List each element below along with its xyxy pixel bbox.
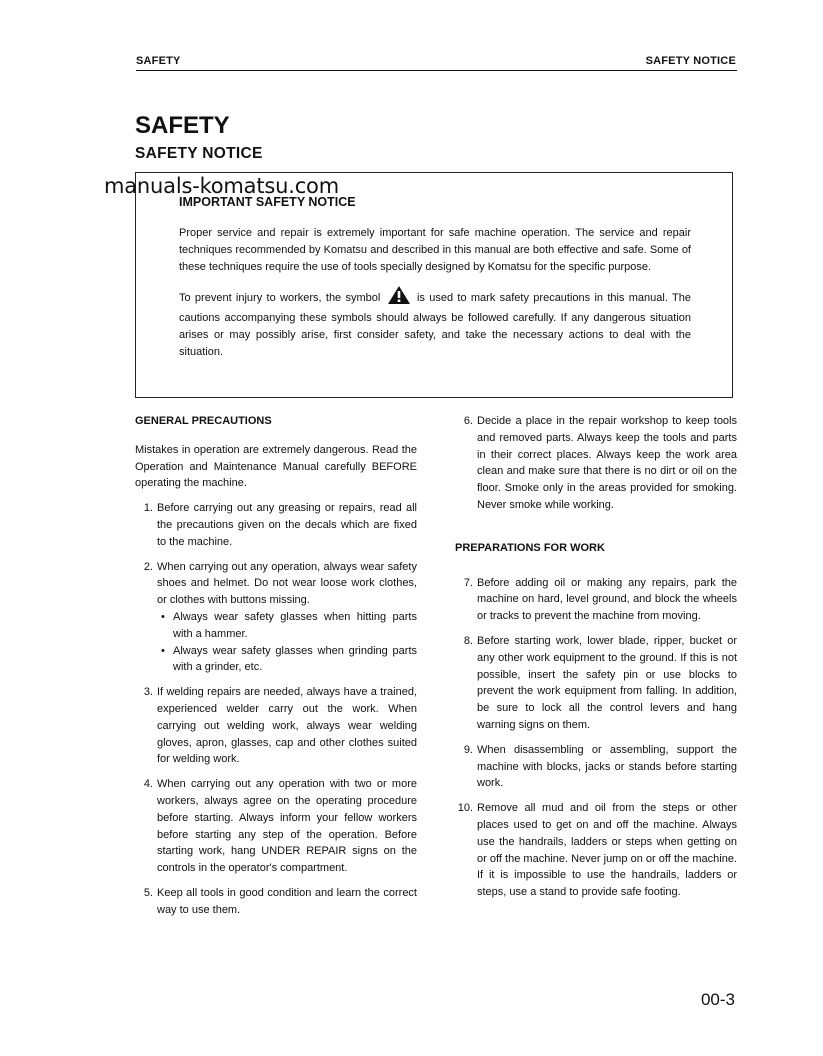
important-safety-notice-box [135,172,733,398]
bullet-dot-icon: • [161,644,165,657]
list-item-number: 6. [463,415,473,427]
left-column [135,413,417,919]
list-item [135,776,417,877]
notice-paragraph-1: Proper service and repair is extremely important for safe machine operation. The service and repair techniques recommended by Komatsu and described in this manual are both effective and safe. Some of these techniques require the use of tools specially designed by Komatsu for the specific purpose. [179,227,691,273]
list-item [455,742,737,792]
notice-body [179,225,691,371]
header-rule [136,70,737,71]
list-item-text: If welding repairs are needed, always have a trained, experienced welder carry out the work. When carrying out welding work, always wear welding gloves, apron, glasses, cap and other clothes suited for welding work. [157,686,417,766]
list-item-text: Before starting work, lower blade, ripper, bucket or any other work equipment to the ground. If this is not possible, insert the safety pin or use blocks to prevent the work equipment from falling. In addition, be sure to lock all the control levers and hang warning signs on them. [477,634,737,731]
notice-title: IMPORTANT SAFETY NOTICE [179,195,356,209]
notice-paragraph-2 [179,286,691,361]
list-item-number: 9. [463,743,473,756]
general-precautions-heading: GENERAL PRECAUTIONS [135,415,272,427]
list-item [135,885,417,919]
list-item [455,575,737,625]
list-item-number: 10. [457,802,473,815]
general-precautions-intro: Mistakes in operation are extremely dangerous. Read the Operation and Maintenance Manual carefully BEFORE operating the machine. [135,443,417,490]
list-item-text: When disassembling or assembling, support the machine with blocks, jacks or stands before starting work. [477,743,737,790]
list-item-number: 5. [143,886,153,899]
list-item-number: 3. [143,686,153,699]
list-item-text: Keep all tools in good condition and learn the correct way to use them. [157,886,417,916]
list-item-number: 2. [143,560,153,573]
notice-paragraph-2-end: is used to mark safety precautions in this manual. The cautions accompanying these symbols should always be followed carefully. If any dangerous situation arises or may possibly arise, first consider safety, and take the necessary actions to deal with the situation. [179,292,691,358]
list-item [455,633,737,734]
page-subtitle: SAFETY NOTICE [135,145,263,162]
list-item-text: Before adding oil or making any repairs, park the machine on hard, level ground, and block the wheels or tracks to prevent the machine from moving. [477,576,737,623]
sub-bullet [159,609,417,643]
list-item-text: Remove all mud and oil from the steps or other places used to get on and off the machine. Always use the handrails, ladders or steps when getting on or off the machine. Never jump on or off the machine. If it is impossible to use the handrails, ladders or steps, use a stand to provide safe footing. [477,802,737,899]
list-item [135,559,417,677]
page-number: 00-3 [700,990,735,1009]
sub-bullet-text: Always wear safety glasses when grinding parts with a grinder, etc. [173,644,417,674]
warning-triangle-icon [388,286,410,310]
header-page-label: SAFETY NOTICE [645,55,736,67]
watermark-text: manuals-komatsu.com [104,174,339,198]
notice-paragraph-2-start: To prevent injury to workers, the symbol [179,292,381,304]
list-item-text: When carrying out any operation with two or more workers, always agree on the operating procedure before starting. Always inform your fellow workers before starting any step of the operation. Before starting work, hang UNDER REPAIR signs on the controls in the operator's compartment. [157,778,417,875]
list-item [135,684,417,768]
sub-bullet-text: Always wear safety glasses when hitting parts with a hammer. [173,610,417,640]
list-item [455,800,737,901]
list-item [455,413,737,514]
right-column [455,413,737,901]
list-item-number: 8. [463,634,473,647]
sub-bullet [159,643,417,677]
list-item [135,500,417,550]
list-item-text: When carrying out any operation, always wear safety shoes and helmet. Do not wear loose work clothes, or clothes with buttons missing. [157,560,417,607]
bullet-dot-icon: • [161,610,165,623]
list-item-number: 4. [143,778,153,791]
page-title: SAFETY [135,112,230,139]
list-item-text: Before carrying out any greasing or repairs, read all the precautions given on the decals which are fixed to the machine. [157,502,417,548]
list-item-number: 7. [463,576,473,589]
list-item-number: 1. [143,502,153,515]
header-section-label: SAFETY [136,55,181,67]
list-item-text: Decide a place in the repair workshop to keep tools and removed parts. Always keep the tools and parts in their correct places. Always keep the work area clean and make sure that there is no dirt or oil on the floor. Smoke only in the areas provided for smoking. Never smoke while working. [477,415,737,511]
preparations-heading: PREPARATIONS FOR WORK [455,541,605,554]
